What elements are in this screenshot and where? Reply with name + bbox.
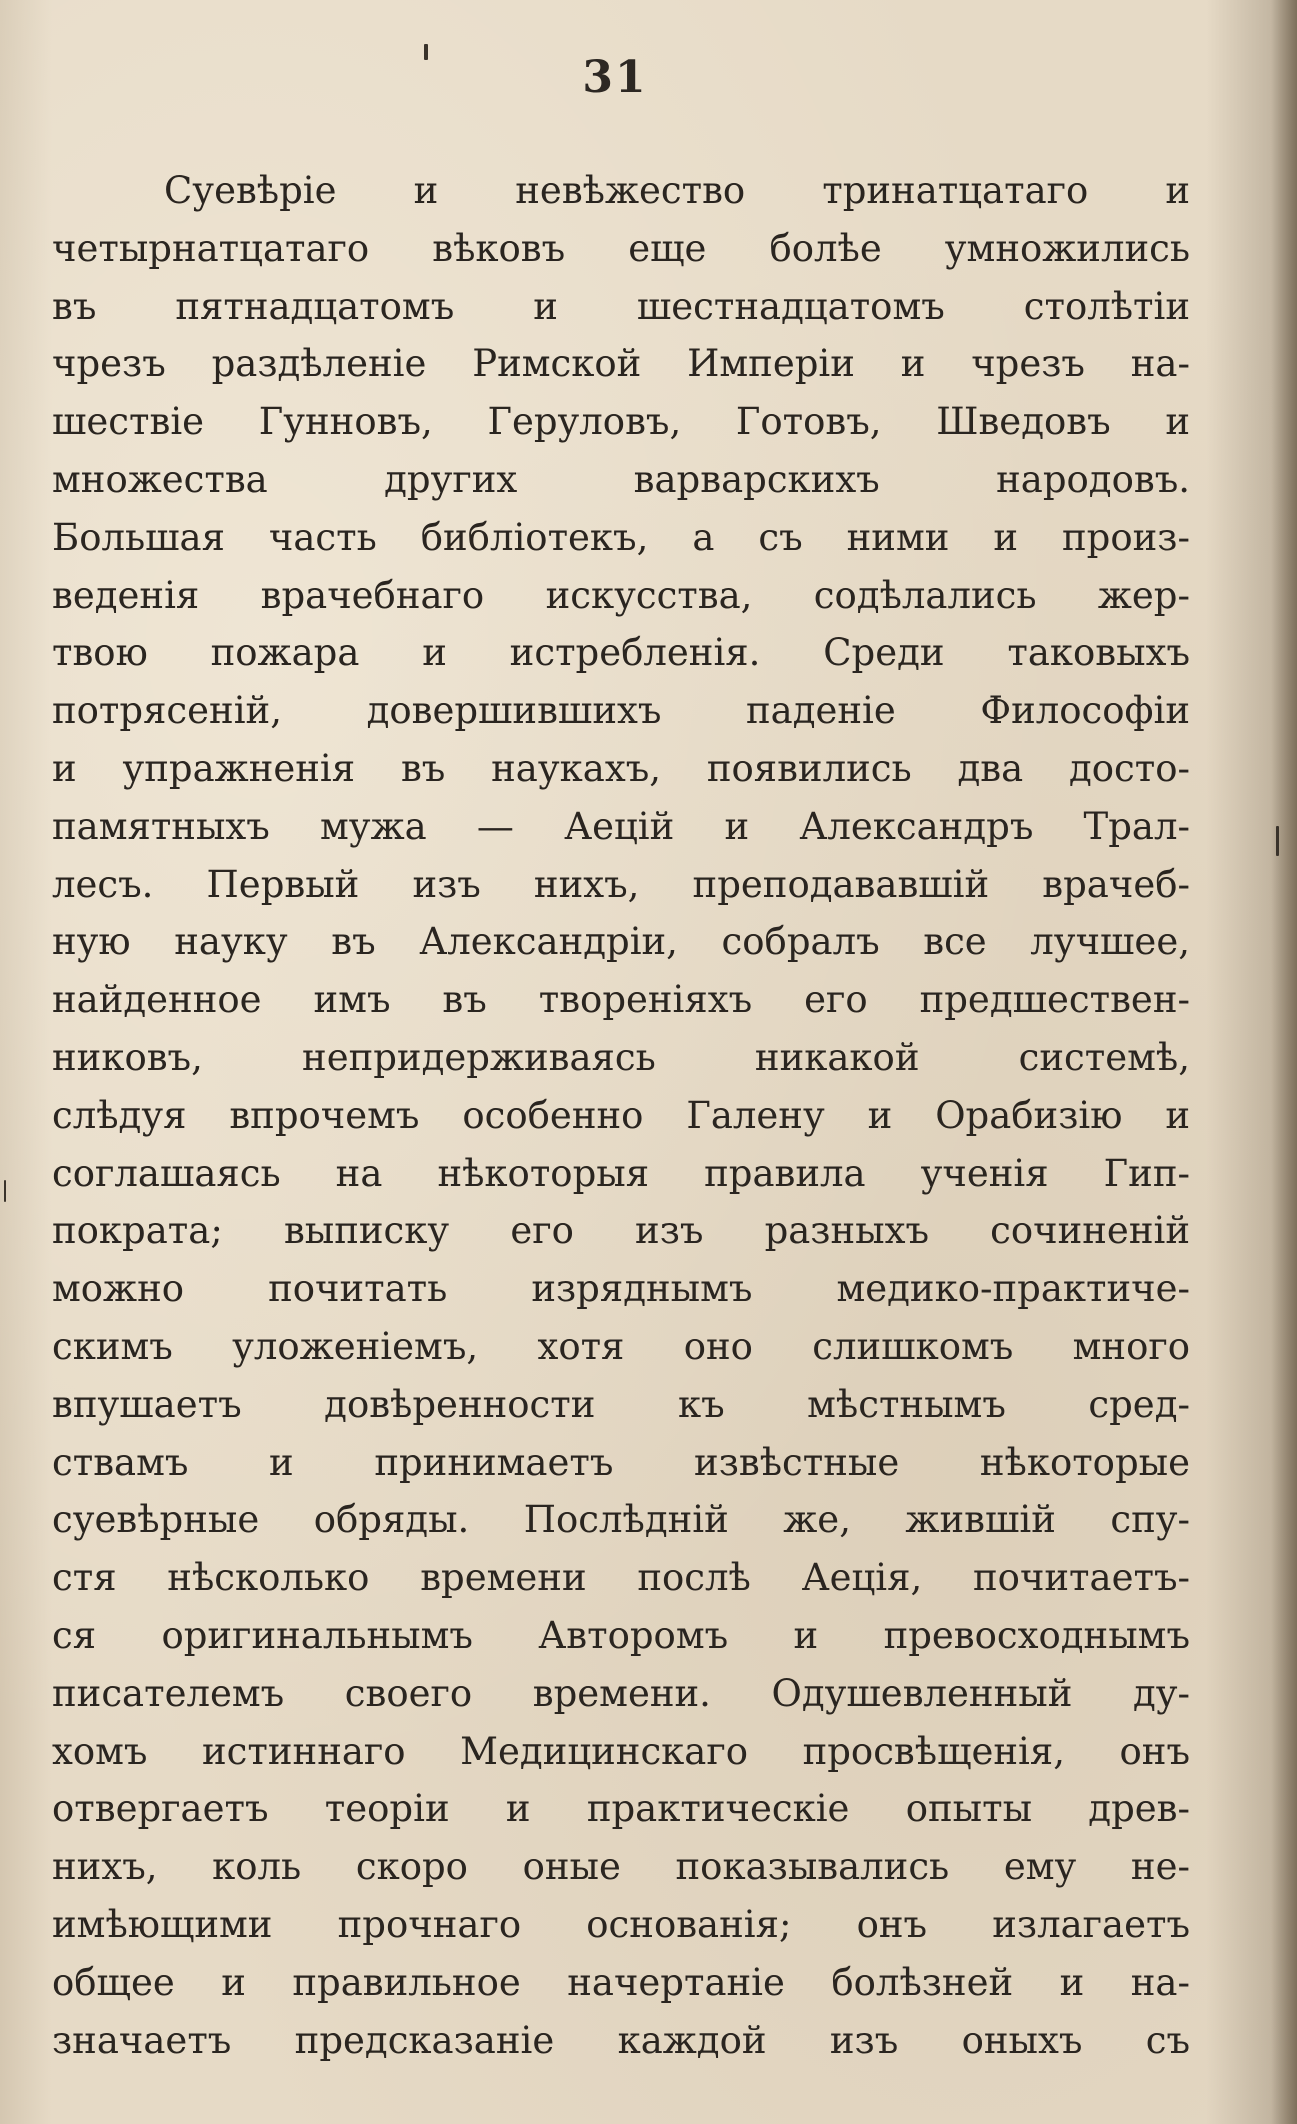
text-line: слѣдуя впрочемъ особенно Галену и Орабизію и	[52, 1093, 1190, 1137]
text-line: веденія врачебнаго искусства, содѣлались жер-	[52, 573, 1190, 617]
text-line: лесъ. Первый изъ нихъ, преподававшій врачеб-	[52, 862, 1190, 906]
text-line: найденное имъ въ твореніяхъ его предшествен-	[52, 978, 1190, 1022]
ink-speck-right	[1276, 826, 1279, 856]
text-line: общее и правильное начертаніе болѣзней и на-	[52, 1960, 1190, 2004]
text-line: ся оригинальнымъ Авторомъ и превосходнымъ	[52, 1613, 1190, 1657]
text-line: множества других варварскихъ народовъ.	[52, 457, 1190, 501]
text-line: потрясеній, довершившихъ паденіе Философіи	[52, 689, 1190, 733]
text-line: можно почитать изряднымъ медико-практиче-	[52, 1267, 1190, 1311]
text-line: ную науку въ Александріи, собралъ все лучшее,	[52, 920, 1190, 964]
ink-speck-left	[4, 1180, 6, 1202]
text-line: Суевѣріе и невѣжество тринатцатаго и	[164, 169, 1190, 212]
text-line: твою пожара и истребленія. Среди таковыхъ	[52, 631, 1190, 675]
text-line: впушаетъ довѣренности къ мѣстнымъ сред-	[52, 1382, 1190, 1426]
text-line: и упражненія въ наукахъ, появились два досто-	[52, 746, 1190, 790]
text-line: въ пятнадцатомъ и шестнадцатомъ столѣтіи	[52, 284, 1190, 328]
text-line: соглашаясь на нѣкоторыя правила ученія Гип-	[52, 1151, 1190, 1195]
text-line: суевѣрные обряды. Послѣдній же, жившій спу-	[52, 1498, 1190, 1542]
page-edge-shadow	[1271, 0, 1297, 2124]
text-line: ствамъ и принимаетъ извѣстные нѣкоторые	[52, 1440, 1190, 1484]
text-line: хомъ истиннаго Медицинскаго просвѣщенія, онъ	[52, 1729, 1190, 1773]
text-line: никовъ, непридерживаясь никакой системѣ,	[52, 1035, 1190, 1079]
text-line: отвергаетъ теоріи и практическіе опыты древ-	[52, 1787, 1190, 1831]
text-line: стя нѣсколько времени послѣ Аеція, почитаетъ-	[52, 1556, 1190, 1600]
text-line: пократа; выписку его изъ разныхъ сочиненій	[52, 1209, 1190, 1253]
page-number: 31	[582, 52, 648, 103]
text-line: нихъ, коль скоро оные показывались ему не-	[52, 1845, 1190, 1889]
text-line: четырнатцатаго вѣковъ еще болѣе умножились	[52, 226, 1190, 270]
text-line: имѣющими прочнаго основанія; онъ излагаетъ	[52, 1902, 1190, 1946]
text-line: памятныхъ мужа — Аецій и Александръ Трал-	[52, 804, 1190, 848]
text-line: чрезъ раздѣленіе Римской Имперіи и чрезъ на-	[52, 342, 1190, 386]
text-line: писателемъ своего времени. Одушевленный ду-	[52, 1671, 1190, 1715]
text-line: шествіе Гунновъ, Геруловъ, Готовъ, Шведовъ и	[52, 400, 1190, 444]
text-line: Большая часть библіотекъ, а съ ними и произ-	[52, 515, 1190, 559]
text-line: скимъ уложеніемъ, хотя оно слишкомъ много	[52, 1324, 1190, 1368]
text-line: значаетъ предсказаніе каждой изъ оныхъ съ	[52, 2018, 1190, 2062]
body-text	[52, 162, 1190, 2069]
